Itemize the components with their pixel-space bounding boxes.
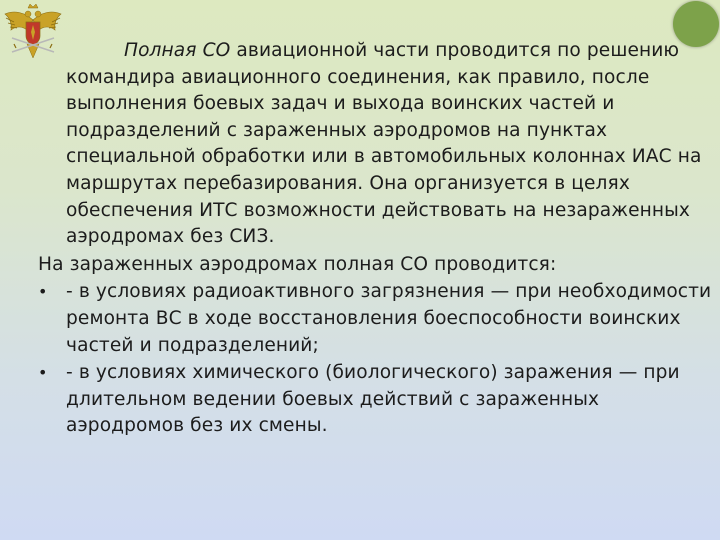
paragraph-text: авиационной части проводится по решению командира авиационного соединения, как правило, после выполнения боевых задач и выхода воинских частей и подразделений с зараженных аэродромов на пунктах специальной обработки или в автомобильных колоннах ИАС на маршрутах перебазирования. Она организуется в целях обеспечения ИТС возможности действовать на незараженных аэродромах без СИЗ. (66, 40, 702, 248)
paragraph-contaminated-airfields: На зараженных аэродромах полная СО проводится: (38, 253, 557, 275)
bullet-list (38, 279, 713, 440)
bullet-text: - в условиях химического (биологического) заражения — при длительном ведении боевых действий с зараженных аэродромов без их смены. (66, 362, 680, 437)
bullet-text: - в условиях радиоактивного загрязнения — при необходимости ремонта ВС в ходе восстановления боеспособности воинских частей и подразделений; (66, 281, 712, 356)
bullet-item-chemical (38, 360, 713, 440)
emphasis-full-so: Полная СО (124, 40, 231, 61)
slide-body (38, 38, 713, 440)
bullet-marker: • (38, 363, 48, 383)
paragraph-full-decontamination (38, 38, 713, 251)
bullet-marker: • (38, 282, 48, 302)
bullet-item-radioactive (38, 279, 713, 359)
